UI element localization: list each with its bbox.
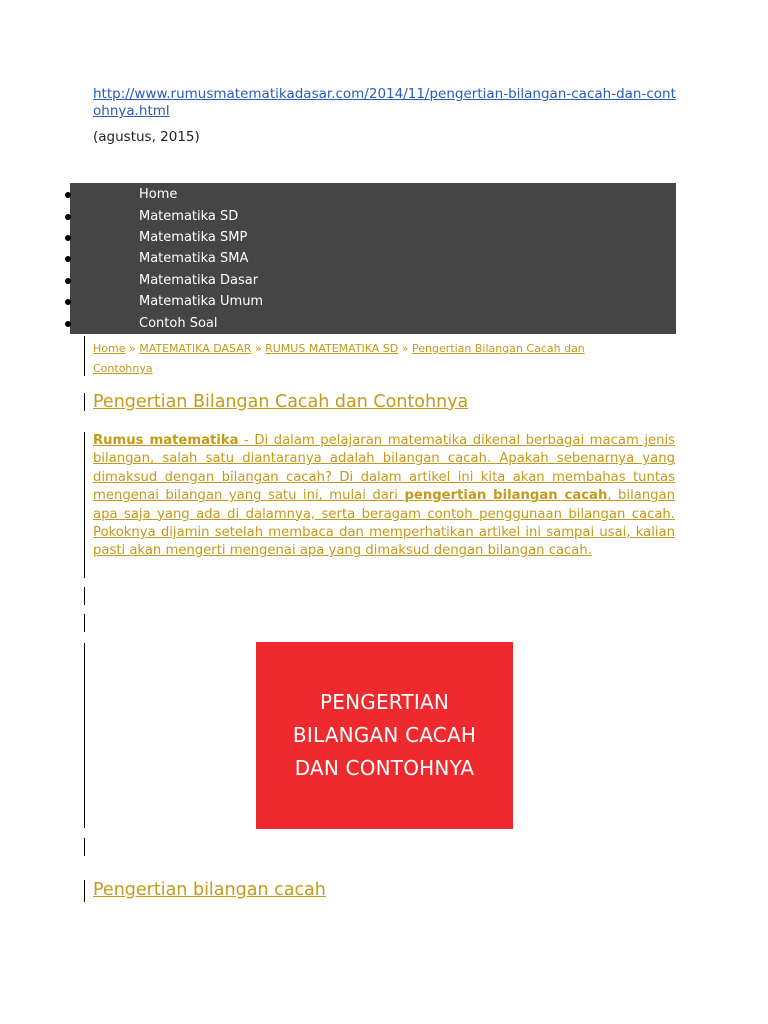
left-border: [84, 393, 85, 411]
breadcrumb-home-link[interactable]: Home: [93, 342, 126, 355]
nav-item-label: Contoh Soal: [139, 316, 218, 331]
nav-item-label: Matematika SMA: [139, 251, 249, 266]
left-border: [84, 880, 85, 902]
nav-item-matematika-sma[interactable]: [70, 248, 676, 269]
left-border: [84, 838, 85, 856]
left-border: [84, 614, 85, 632]
article-hero-image: [256, 642, 513, 829]
article-title-link[interactable]: Pengertian Bilangan Cacah dan Contohnya: [93, 392, 469, 412]
nav-item-home[interactable]: [70, 184, 676, 205]
nav-item-matematika-sd[interactable]: [70, 206, 676, 227]
bullet-icon: [65, 299, 71, 305]
nav-item-label: Matematika Dasar: [139, 273, 259, 288]
bullet-icon: [65, 214, 71, 220]
left-border: [84, 643, 85, 828]
breadcrumb-separator: »: [125, 342, 140, 355]
nav-item-matematika-smp[interactable]: [70, 227, 676, 248]
article-intro[interactable]: [93, 432, 675, 561]
intro-lead[interactable]: Rumus matematika: [93, 433, 239, 448]
nav-item-label: Matematika SD: [139, 209, 239, 224]
hero-line: PENGERTIAN: [320, 690, 449, 714]
nav-item-label: Matematika SMP: [139, 230, 248, 245]
bullet-icon: [65, 321, 71, 327]
intro-bold-term[interactable]: pengertian bilangan cacah: [404, 488, 608, 504]
hero-image-caption: [293, 686, 476, 785]
nav-item-contoh-soal[interactable]: [70, 313, 676, 334]
breadcrumb-current-link[interactable]: Pengertian Bilangan Cacah dan Contohnya: [93, 342, 585, 375]
bullet-icon: [65, 235, 71, 241]
source-date: (agustus, 2015): [93, 129, 200, 145]
main-nav: [70, 183, 676, 334]
bullet-icon: [65, 278, 71, 284]
left-border: [84, 336, 85, 376]
breadcrumb-matematika-dasar-link[interactable]: MATEMATIKA DASAR: [139, 342, 252, 355]
hero-line: DAN CONTOHNYA: [294, 756, 475, 780]
intro-text: , bilangan apa saja yang ada di dalamnya, serta beragam contoh penggunaan bilangan cacah. Pokoknya dijamin setelah membaca dan memperhatikan artikel ini sampai usai, kalian pasti akan mengerti mengenai apa yang dimaksud dengan bilangan cacah.: [93, 488, 675, 559]
left-border: [84, 432, 85, 578]
bullet-icon: [65, 256, 71, 262]
section-title-link[interactable]: Pengertian bilangan cacah: [93, 880, 326, 900]
left-border: [84, 587, 85, 605]
nav-item-label: Matematika Umum: [139, 294, 264, 309]
hero-line: BILANGAN CACAH: [292, 723, 477, 747]
nav-item-matematika-umum[interactable]: [70, 291, 676, 312]
nav-item-matematika-dasar[interactable]: [70, 270, 676, 291]
source-url-link[interactable]: http://www.rumusmatematikadasar.com/2014/11/pengertian-bilangan-cacah-dan-contohnya.html: [93, 86, 676, 119]
nav-item-label: Home: [139, 187, 178, 202]
breadcrumb-separator: »: [398, 342, 413, 355]
breadcrumb-rumus-matematika-sd-link[interactable]: RUMUS MATEMATIKA SD: [265, 342, 399, 355]
breadcrumb-separator: »: [251, 342, 266, 355]
intro-text: - Di dalam pelajaran matematika dikenal berbagai macam jenis bilangan, salah satu diantaranya adalah bilangan cacah. Apakah sebenarnya yang dimaksud dengan bilangan cacah? Di dalam artikel ini kita akan membahas tuntas mengenai bilangan yang satu ini, mulai dari: [93, 433, 676, 504]
bullet-icon: [65, 192, 71, 198]
breadcrumb: [93, 339, 633, 379]
